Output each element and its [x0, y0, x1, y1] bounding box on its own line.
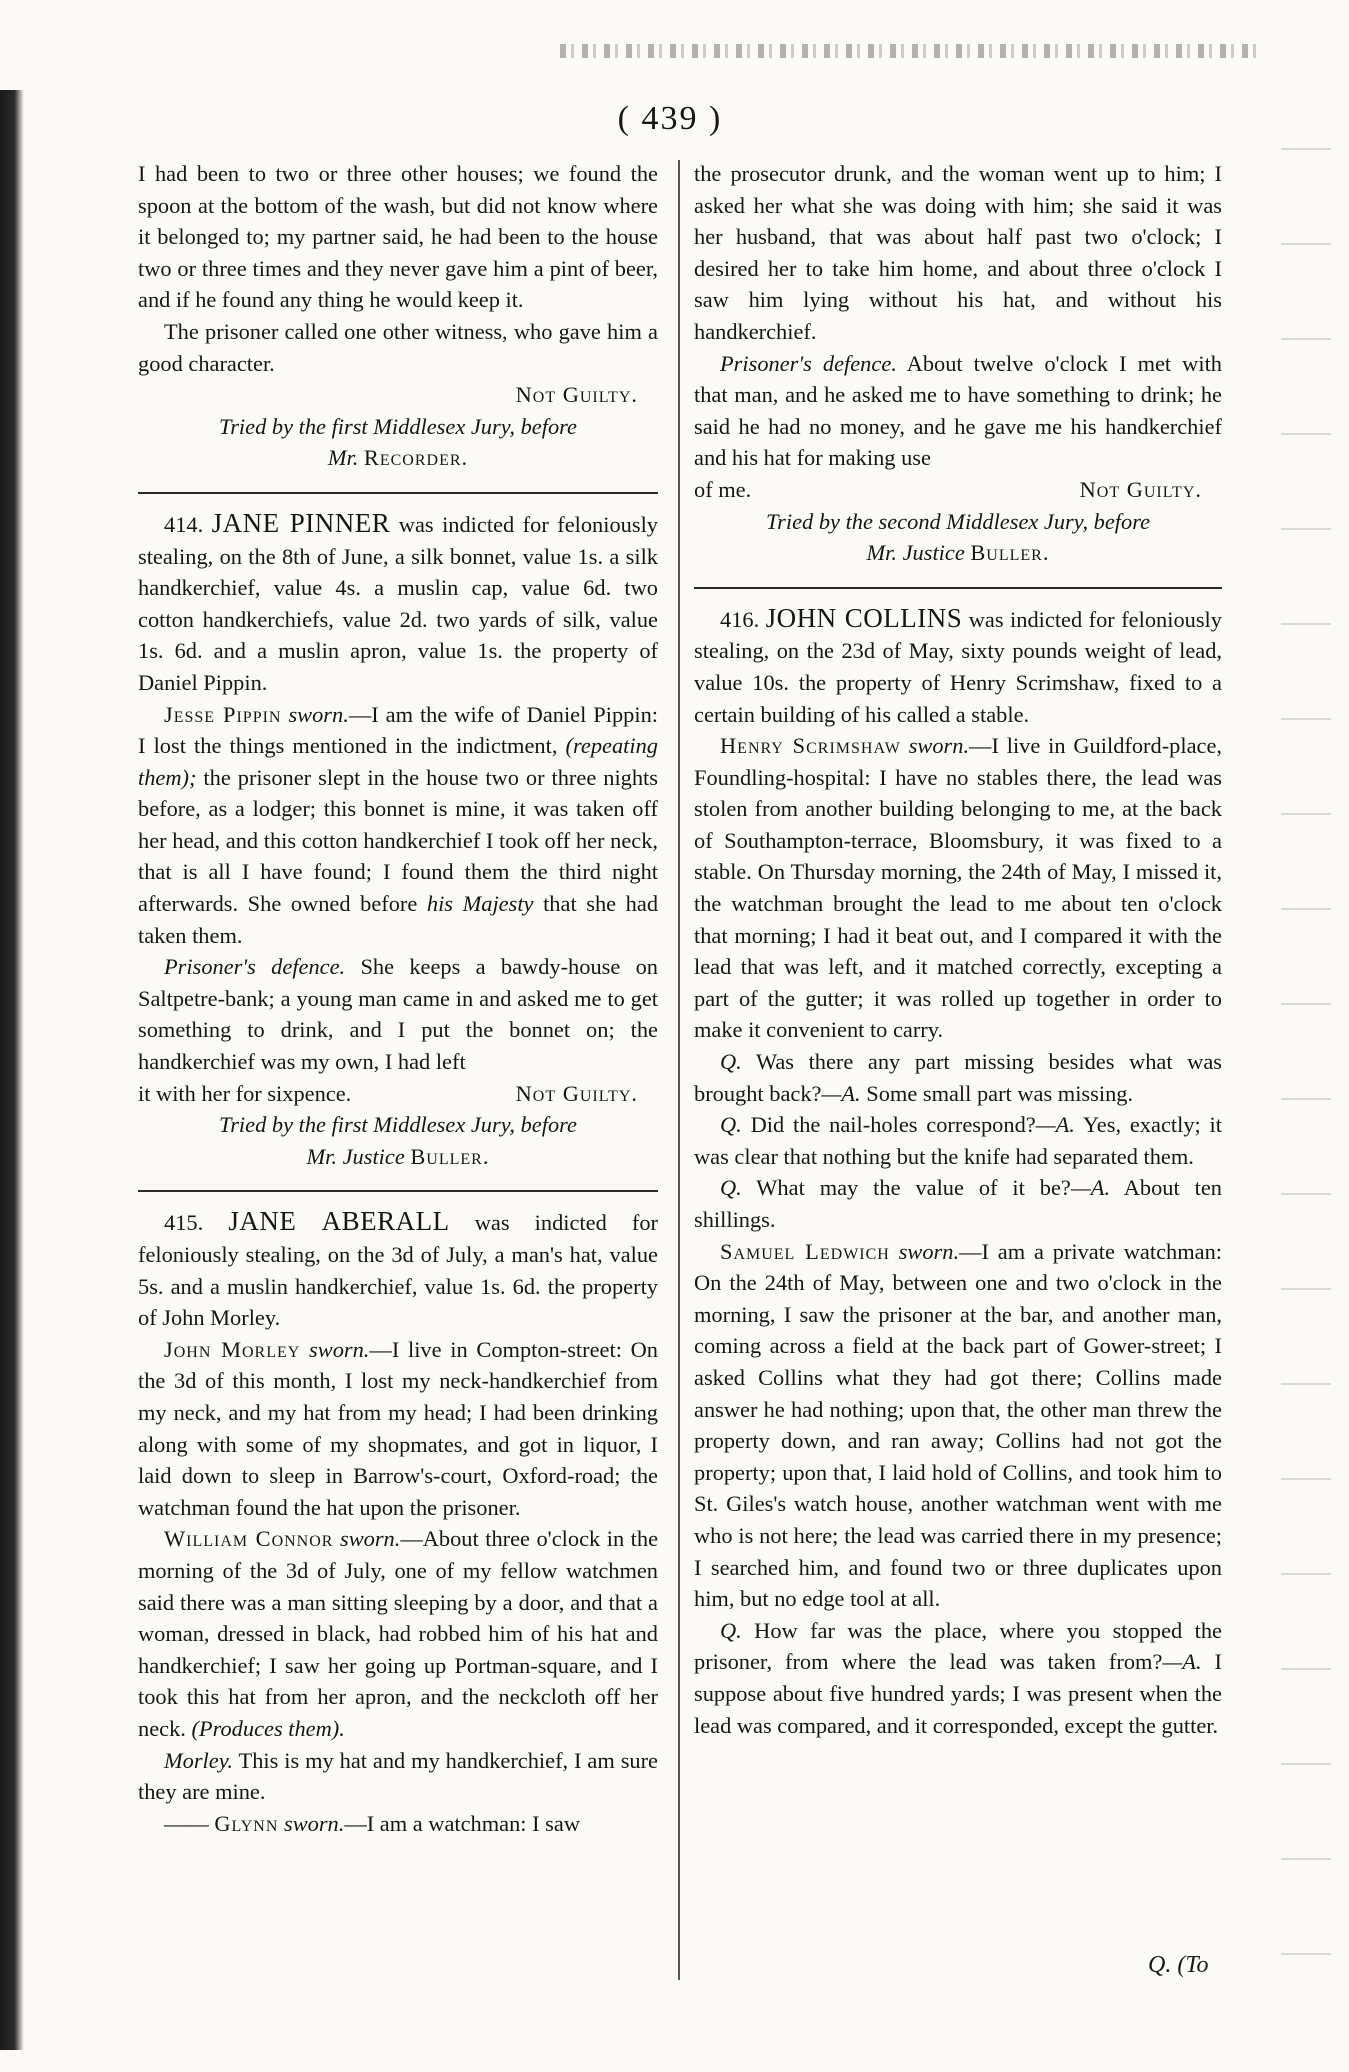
verdict: Not Guilty. [515, 382, 638, 408]
trial-note: Tried by the second Middlesex Jury, before [765, 508, 1151, 534]
section-rule [138, 1190, 658, 1192]
section-rule [138, 492, 658, 494]
verdict: it with her for sixpence. Not Guilty. [138, 1080, 638, 1106]
section-rule [694, 587, 1222, 589]
verdict: of me. Not Guilty. [694, 476, 1202, 502]
testimony: John Morley sworn.—I live in Compton-street: On the 3d of this month, I lost my neck-handkerchief from my neck, and my hat from my head; I had been drinking along with some of my shopmates, and got in liquor, I laid down to sleep in Barrow's-court, Oxford-road; the watchman found the hat upon the prisoner. [138, 1336, 659, 1520]
case-heading-416: 416. JOHN COLLINS was indicted for feloniously stealing, on the 23d of May, sixty pounds weight of lead, value 10s. the property of Henry Scrimshaw, fixed to a certain building of his called a stable. [694, 602, 1222, 727]
column-divider [678, 160, 680, 1980]
trial-note: Mr. Justice Buller. [306, 1143, 490, 1169]
question-answer: Q. Was there any part missing besides what was brought back?—A. Some small part was missing. [694, 1049, 1222, 1106]
defendant-name: JANE PINNER [211, 507, 391, 538]
testimony: William Connor sworn.—About three o'clock in the morning of the 3d of July, one of my fellow watchmen said there was a man sitting sleeping by a door, and that a woman, dressed in black, had robbed him of his hat and handkerchief; I saw her going up Portman-square, and I took this hat from her apron, and the neckcloth off her neck. (Produces them). [138, 1526, 659, 1741]
trial-note: Mr. Recorder. [327, 445, 469, 471]
paragraph: the prosecutor drunk, and the woman went up to him; I asked her what she was doing with him; she said it was her husband, that was about half past two o'clock; I desired her to take him home, and about three o'clock I saw him lying without his hat, and without his handkerchief. [694, 161, 1222, 344]
book-spine-shadow [0, 90, 24, 2050]
scan-artifact-margin [1281, 110, 1331, 1980]
trial-note: Tried by the first Middlesex Jury, before [219, 1112, 577, 1138]
page-number: ( 439 ) [617, 100, 723, 137]
paragraph: I had been to two or three other houses; we found the spoon at the bottom of the wash, but did not know where it belonged to; my partner said, he had been to the house two or three times and they never gave him a pint of beer, and if he found any thing he would keep it. [138, 161, 658, 313]
testimony: —— Glynn sworn.—I am a watchman: I saw [164, 1810, 580, 1836]
testimony: Jesse Pippin sworn.—I am the wife of Daniel Pippin: I lost the things mentioned in the indictment, (repeating them); the prisoner slept in the house two or three nights before, as a lodger; this bonnet is mine, it was taken off her head, and this cotton handkerchief I took off her neck, that is all I have found; I found them the third night afterwards. She owned before his Majesty that she had taken them. [138, 701, 659, 948]
testimony: Samuel Ledwich sworn.—I am a private watchman: On the 24th of May, between one and two o'clock in the morning, I saw the prisoner at the bar, and another man, coming across a field at the back part of Gower-street; I asked Collins what they had got there; Collins made answer he had nothing; upon that, the other man threw the property down, and ran away; Collins had not got the property; upon that, I laid hold of Collins, and took him to St. Giles's watch house, another watchman went with me who is not here; the lead was carried there in my presence; I searched him, and found two or three duplicates upon him, but no edge tool at all. [694, 1238, 1222, 1612]
defence: Prisoner's defence. She keeps a bawdy-house on Saltpetre-bank; a young man came in and asked me to get something to drink, and I put the bonnet on; the handkerchief was my own, I had left [138, 954, 658, 1075]
case-heading-414: 414. JANE PINNER was indicted for feloniously stealing, on the 8th of June, a silk bonnet, value 1s. a silk handkerchief, value 4s. a muslin cap, value 6d. two cotton handkerchiefs, value 2d. two yards of silk, value 1s. 6d. and a muslin apron, value 1s. the property of Daniel Pippin. [138, 507, 658, 695]
trial-note: Tried by the first Middlesex Jury, before [219, 413, 577, 439]
defendant-name: JOHN COLLINS [765, 602, 963, 633]
question-answer: Q. What may the value of it be?—A. About ten shillings. [694, 1175, 1222, 1232]
scan-artifact-top [560, 44, 1260, 58]
case-heading-415: 415. JANE ABERALL was indicted for feloniously stealing, on the 3d of July, a man's hat, value 5s. and a muslin handkerchief, value 1s. 6d. the property of John Morley. [138, 1206, 658, 1331]
paragraph: The prisoner called one other witness, who gave him a good character. [138, 318, 658, 376]
testimony: Morley. This is my hat and my handkerchief, I am sure they are mine. [138, 1747, 658, 1805]
testimony: Henry Scrimshaw sworn.—I live in Guildford-place, Foundling-hospital: I have no stables there, the lead was stolen from another building belonging to me, at the back of Southampton-terrace, Bloomsbury, it was fixed to a stable. On Thursday morning, the 24th of May, I missed it, the watchman brought the lead to me about ten o'clock that morning; I had it beat out, and I compared it with the lead that was left, and it matched correctly, excepting a part of the gutter; it was rolled up together in order to make it convenient to carry. [694, 733, 1222, 1043]
defendant-name: JANE ABERALL [228, 1206, 450, 1237]
left-column [138, 158, 658, 1839]
question-answer: Q. Did the nail-holes correspond?—A. Yes, exactly; it was clear that nothing but the knife had separated them. [694, 1112, 1222, 1169]
question-answer: Q. How far was the place, where you stopped the prisoner, from where the lead was taken from?—A. I suppose about five hundred yards; I was present when the lead was compared, and it corresponded, except the gutter. [694, 1617, 1222, 1738]
right-column [694, 158, 1222, 1741]
defence: Prisoner's defence. About twelve o'clock I met with that man, and he asked me to have something to drink; he said he had no money, and he gave me his handkerchief and his hat for making use [694, 350, 1222, 471]
trial-note: Mr. Justice Buller. [866, 540, 1050, 566]
catchword: Q. (To [1148, 1952, 1209, 1978]
